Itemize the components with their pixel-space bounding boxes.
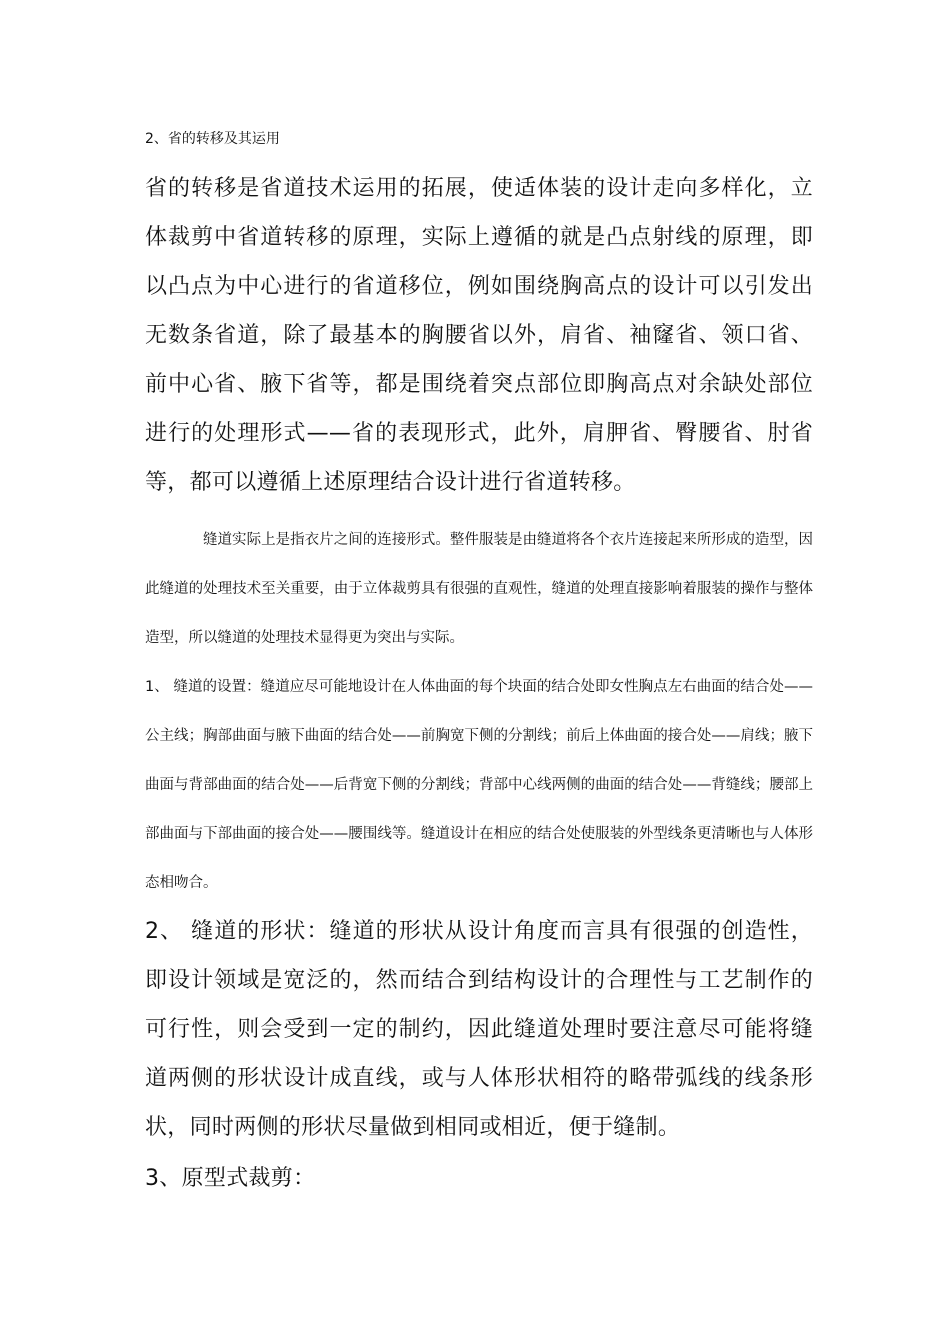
paragraph-seam-intro: 缝道实际上是指衣片之间的连接形式。整件服装是由缝道将各个衣片连接起来所形成的造型，因此缝道的处理技术至关重要，由于立体裁剪具有很强的直观性，缝道的处理直接影响着服装的操作与整体造型，所以缝道的处理技术显得更为突出与实际。 — [145, 532, 813, 646]
paragraph-seam-shape: 2、 缝道的形状：缝道的形状从设计角度而言具有很强的创造性，即设计领域是宽泛的，然而结合到结构设计的合理性与工艺制作的可行性，则会受到一定的制约，因此缝道处理时要注意尽可能将缝道两侧的形状设计成直线，或与人体形状相符的略带弧线的线条形状，同时两侧的形状尽量做到相同或相近，便于缝制。 — [145, 919, 813, 1140]
paragraph-dart-transfer: 省的转移是省道技术运用的拓展，使适体装的设计走向多样化，立体裁剪中省道转移的原理，实际上遵循的就是凸点射线的原理，即以凸点为中心进行的省道移位，例如围绕胸高点的设计可以引发出无数条省道，除了最基本的胸腰省以外，肩省、袖窿省、领口省、前中心省、腋下省等，都是围绕着突点部位即胸高点对余缺处部位进行的处理形式——省的表现形式，此外，肩胛省、臀腰省、肘省等，都可以遵循上述原理结合设计进行省道转移。 — [145, 176, 813, 495]
paragraph-seam-setting: 1、 缝道的设置：缝道应尽可能地设计在人体曲面的每个块面的结合处即女性胸点左右曲面的结合处——公主线；胸部曲面与腋下曲面的结合处——前胸宽下侧的分割线；前后上体曲面的接合处——肩线；腋下曲面与背部曲面的结合处——后背宽下侧的分割线；背部中心线两侧的曲面的结合处——背缝线；腰部上部曲面与下部曲面的接合处——腰围线等。缝道设计在相应的结合处使服装的外型线条更清晰也与人体形态相吻合。 — [145, 679, 813, 891]
section-heading: 2、省的转移及其运用 — [145, 131, 280, 147]
paragraph-prototype-cutting: 3、原型式裁剪： — [145, 1166, 316, 1191]
